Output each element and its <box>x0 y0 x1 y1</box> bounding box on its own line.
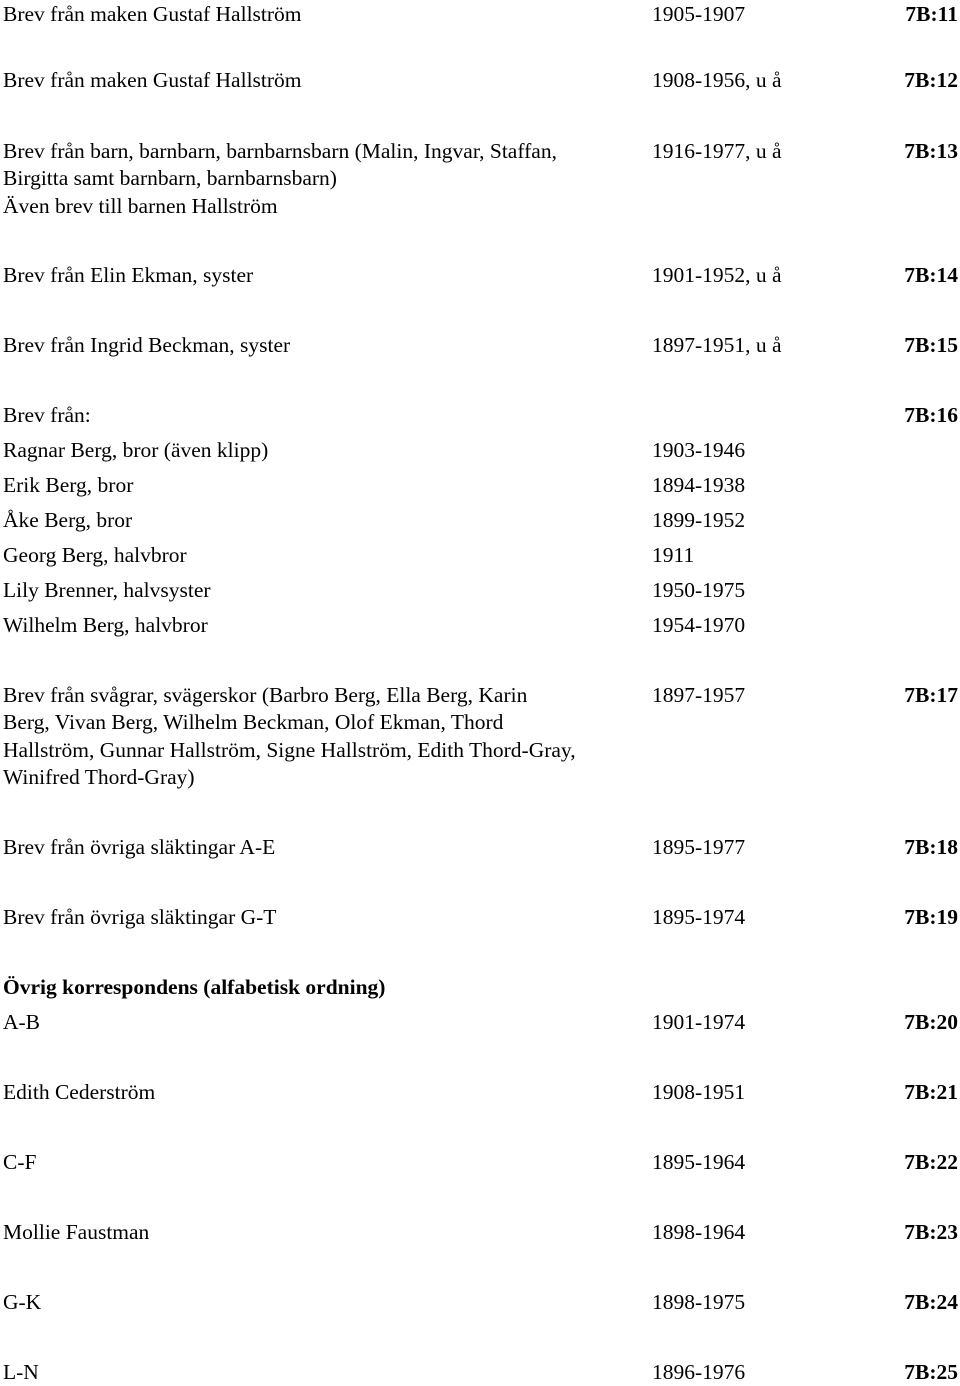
entry-shelf-code: 7B:12 <box>904 68 958 92</box>
entry-date: 1898-1964 <box>652 1220 746 1244</box>
entry-description: Hallström, Gunnar Hallström, Signe Hallström, Edith Thord-Gray, <box>3 738 576 762</box>
section-heading: Övrig korrespondens (alfabetisk ordning) <box>3 975 386 999</box>
entry-description: Erik Berg, bror <box>3 473 134 497</box>
entry-row <box>0 137 960 165</box>
sub-entry-row <box>0 506 960 534</box>
entry-date: 1895-1964 <box>652 1150 746 1174</box>
entry-description: Mollie Faustman <box>3 1220 150 1244</box>
entry-description: Även brev till barnen Hallström <box>3 194 278 218</box>
entry-date: 1897-1951, u å <box>652 333 782 357</box>
entry-date: 1901-1974 <box>652 1010 746 1034</box>
entry-description: Brev från Elin Ekman, syster <box>3 263 254 287</box>
entry-shelf-code: 7B:20 <box>904 1010 958 1034</box>
entry-description: Brev från maken Gustaf Hallström <box>3 2 302 26</box>
entry-date: 1950-1975 <box>652 578 746 602</box>
entry-description: Brev från barn, barnbarn, barnbarnsbarn (Malin, Ingvar, Staffan, <box>3 139 557 163</box>
entry-description: G-K <box>3 1290 42 1314</box>
entry-continuation-line <box>0 164 960 192</box>
entry-date: 1905-1907 <box>652 2 746 26</box>
entry-continuation-line <box>0 192 960 220</box>
entry-description: Brev från svågrar, svägerskor (Barbro Berg, Ella Berg, Karin <box>3 683 528 707</box>
sub-entry-row <box>0 436 960 464</box>
entry-date: 1897-1957 <box>652 683 746 707</box>
entry-description: Lily Brenner, halvsyster <box>3 578 211 602</box>
entry-description: Brev från övriga släktingar A-E <box>3 835 276 859</box>
sub-entry-row <box>0 576 960 604</box>
entry-continuation-line <box>0 763 960 791</box>
entry-row <box>0 1218 960 1246</box>
entry-shelf-code: 7B:19 <box>904 905 958 929</box>
entry-continuation-line <box>0 708 960 736</box>
entry-description: Edith Cederström <box>3 1080 156 1104</box>
entry-description: L-N <box>3 1360 39 1384</box>
entry-date: 1898-1975 <box>652 1290 746 1314</box>
entry-shelf-code: 7B:11 <box>905 2 958 26</box>
entry-shelf-code: 7B:24 <box>904 1290 958 1314</box>
entry-row <box>0 1148 960 1176</box>
entry-date: 1916-1977, u å <box>652 139 782 163</box>
entry-continuation-line <box>0 736 960 764</box>
entry-date: 1899-1952 <box>652 508 746 532</box>
entry-row <box>0 0 960 28</box>
entry-shelf-code: 7B:15 <box>904 333 958 357</box>
entry-shelf-code: 7B:23 <box>904 1220 958 1244</box>
entry-shelf-code: 7B:21 <box>904 1080 958 1104</box>
sub-entry-row <box>0 541 960 569</box>
entry-shelf-code: 7B:17 <box>904 683 958 707</box>
sub-entry-row <box>0 611 960 639</box>
entry-description: Åke Berg, bror <box>3 508 133 532</box>
entry-date: 1901-1952, u å <box>652 263 782 287</box>
entry-row <box>0 331 960 359</box>
entry-date: 1903-1946 <box>652 438 746 462</box>
entry-description: C-F <box>3 1150 37 1174</box>
entry-shelf-code: 7B:13 <box>904 139 958 163</box>
entry-row <box>0 833 960 861</box>
entry-description: Brev från: <box>3 403 91 427</box>
entry-row <box>0 681 960 709</box>
sub-entry-row <box>0 471 960 499</box>
entry-description: Birgitta samt barnbarn, barnbarnsbarn) <box>3 166 337 190</box>
entry-row <box>0 1078 960 1106</box>
entry-shelf-code: 7B:14 <box>904 263 958 287</box>
entry-description: Ragnar Berg, bror (även klipp) <box>3 438 269 462</box>
entry-row <box>0 401 960 429</box>
entry-description: Brev från Ingrid Beckman, syster <box>3 333 291 357</box>
entry-date: 1908-1956, u å <box>652 68 782 92</box>
entry-row <box>0 903 960 931</box>
entry-shelf-code: 7B:22 <box>904 1150 958 1174</box>
entry-description: Berg, Vivan Berg, Wilhelm Beckman, Olof Ekman, Thord <box>3 710 504 734</box>
entry-date: 1896-1976 <box>652 1360 746 1384</box>
entry-date: 1954-1970 <box>652 613 746 637</box>
entry-row <box>0 261 960 289</box>
entry-description: A-B <box>3 1010 41 1034</box>
entry-date: 1908-1951 <box>652 1080 746 1104</box>
entry-description: Wilhelm Berg, halvbror <box>3 613 208 637</box>
entry-description: Brev från maken Gustaf Hallström <box>3 68 302 92</box>
entry-shelf-code: 7B:18 <box>904 835 958 859</box>
entry-description: Brev från övriga släktingar G-T <box>3 905 277 929</box>
entry-row <box>0 1288 960 1316</box>
entry-description: Georg Berg, halvbror <box>3 543 187 567</box>
entry-description: Winifred Thord-Gray) <box>3 765 195 789</box>
entry-shelf-code: 7B:16 <box>904 403 958 427</box>
entry-shelf-code: 7B:25 <box>904 1360 958 1384</box>
section-heading-row <box>0 973 960 1001</box>
entry-date: 1895-1977 <box>652 835 746 859</box>
entry-date: 1911 <box>652 543 695 567</box>
entry-row <box>0 66 960 94</box>
entry-date: 1895-1974 <box>652 905 746 929</box>
entry-row <box>0 1008 960 1036</box>
entry-date: 1894-1938 <box>652 473 746 497</box>
